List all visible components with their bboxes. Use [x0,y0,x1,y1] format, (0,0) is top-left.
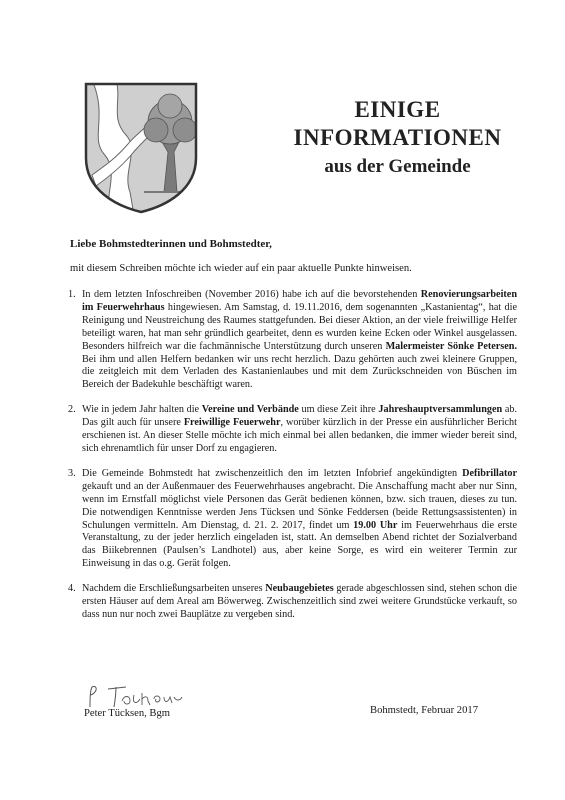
title-line-1: EINIGE [354,97,441,122]
item-emphasis: Freiwillige Feuerwehr [183,417,281,429]
list-item-number: 3. [68,467,76,479]
numbered-list [62,289,517,634]
item-text: In dem letzten Infoschreiben (November 2016) habe ich auf die bevorstehenden [82,289,421,300]
list-item [62,468,517,571]
item-text: Die Gemeinde Bohmstedt hat zwischenzeitlich den im letzten Infobrief angekündigten [82,467,463,479]
handwritten-signature-icon [86,683,186,711]
item-text: hingewiesen. Am Samstag, d. 19.11.2016, dem sogenannten „Kastanientag“, hat die Reinigung und Neustreichung des Raumes stattgefunden. Bei dieser Aktion, an der viele freiwillige Helfer beteiligt waren, hat man sehr gründlich gearbeitet, denn es wurden keine Ecken oder Winkel ausgelassen. Besonders hilfreich war die fachmännische Unterstützung durch unseren [82,301,517,352]
list-item-number: 2. [68,404,76,416]
list-item-number: 4. [68,583,76,595]
place-date: Bohmstedt, Februar 2017 [370,705,478,716]
item-text: im Feuerwehrhaus die erste Veranstaltung, zu der jeder herzlich eingeladen ist, statt. An demselben Abend richtet der Sozialverband das Biikebrennen (Paulsen’s Landhotel) aus, aber keine Sorge, es wird ein weiterer Termin zur Einweisung in das o.g. Gerät folgen. [82,519,518,570]
item-text: Bei ihm und allen Helfern bedanken wir uns recht herzlich. Dazu gehörten auch zwei kleinere Gruppen, die zeitgleich mit dem Verladen des Kastanienlaubes und mit dem Zurückschneiden von Büschen im Bereich der Badekuhle beschäftigt waren. [82,353,517,391]
item-emphasis: Renovierungsarbeiten im Feuerwehrhaus [82,289,517,313]
item-text: , worüber kürzlich in der Presse ein ausführlicher Bericht erschienen ist. An dieser Stelle möchte ich mich einmal bei allen bedanken, die immer wieder bereit sind, sich ehrenamtlich für unser Dorf zu engagieren. [82,417,517,454]
list-item [62,404,517,456]
item-emphasis: Neubaugebietes [265,583,334,595]
title-line-3: aus der Gemeinde [324,156,471,177]
title-line-2: INFORMATIONEN [293,125,502,150]
item-text: Wie in jedem Jahr halten die [82,404,202,416]
item-emphasis: Defibrillator [462,467,517,479]
item-text: gerade abgeschlossen sind, stehen schon die ersten Häuser auf dem Areal am Böwerweg. Zwischenzeitlich sind zwei weitere Grundstücke verkauft, so dass nun nur noch zwei Bauplätze zu vergeben sind. [82,583,517,620]
item-emphasis: 19.00 Uhr [353,519,398,531]
list-item-number: 1. [68,289,76,300]
item-text: Nachdem die Erschließungsarbeiten unseres [82,583,266,595]
item-text: gekauft und an der Außenmauer des Feuerwehrhauses angebracht. Die Anschaffung macht aber nur Sinn, wenn im Ernstfall möglichst viele Personen das Gerät bedienen können, bzw. sich trauen, dieses zu tun. Die notwendigen Kenntnisse werden Jens Tücksen und Sönke Feddersen (beide Rettungsassistenten) in Schulungen vermitteln. Am Dienstag, d. 21. 2. 2017, findet um [82,480,517,531]
list-item [62,289,517,392]
intro-text: mit diesem Schreiben möchte ich wieder auf ein paar aktuelle Punkte hinweisen. [70,263,412,274]
item-text: um diese Zeit ihre [298,404,379,416]
signer-name: Peter Tücksen, Bgm [84,708,171,719]
item-emphasis: Jahreshauptversammlungen [378,404,503,416]
municipal-crest-icon [82,80,200,215]
greeting: Liebe Bohmstedterinnen und Bohmstedter, [70,238,272,250]
item-emphasis: Vereine und Verbände [201,404,299,416]
page-title [270,96,525,180]
item-text: ab. Das gilt auch für unsere [82,404,517,429]
list-item [62,583,517,622]
item-emphasis: Malermeister Sönke Petersen. [385,340,517,352]
